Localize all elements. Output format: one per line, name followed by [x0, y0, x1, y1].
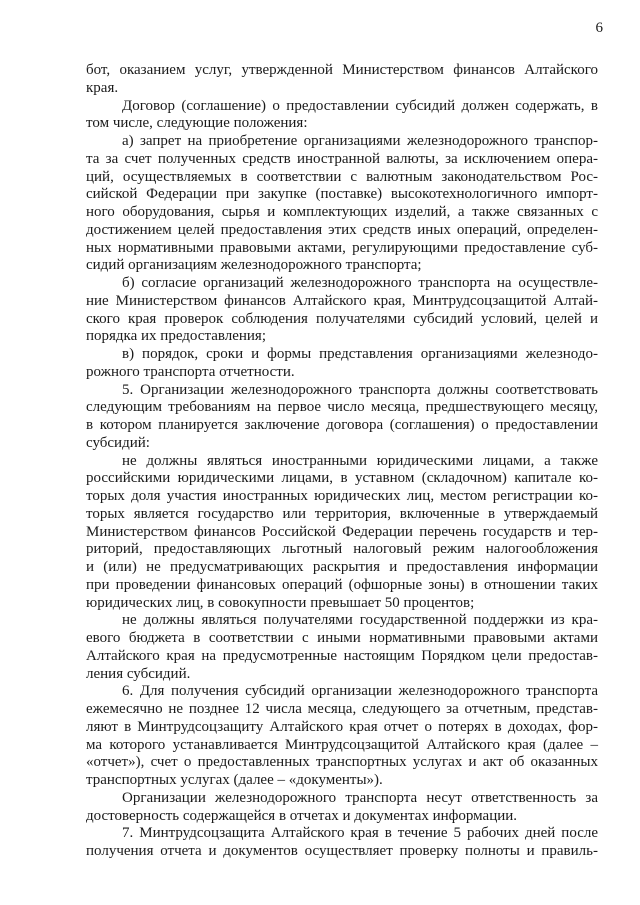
text-line: 5. Организации железнодорожного транспорта должны соответствовать — [122, 381, 598, 398]
text-line: торых является государство или территория, включенные в утверждаемый — [86, 505, 598, 522]
text-line: получения отчета и документов осуществляет проверку полноты и правиль- — [86, 843, 598, 859]
text-line: том числе, следующие положения: — [86, 115, 308, 132]
text-line: ма которого устанавливается Минтрудсоцзащитой Алтайского края (далее – — [86, 736, 598, 753]
text-line: российскими юридическими лицами, в уставном (складочном) капитале ко- — [86, 470, 598, 487]
text-line: торых доля участия иностранных юридических лиц, местом регистрации ко- — [86, 488, 598, 504]
text-line: бот, оказанием услуг, утвержденной Министерством финансов Алтайского — [86, 62, 598, 78]
text-line: Министерством финансов Российской Федерации перечень государств и тер- — [86, 523, 598, 540]
text-line: Организации железнодорожного транспорта несут ответственность за — [122, 789, 598, 806]
text-line: транспортных услугах (далее – «документы»). — [86, 772, 383, 788]
text-line: евого бюджета в соответствии с иными нормативными правовыми актами — [86, 630, 598, 646]
text-line: и (или) не предусматривающих раскрытия и предоставления информации — [86, 559, 598, 575]
text-line: юридических лиц, в совокупности превышает 50 процентов; — [86, 594, 475, 611]
text-line: субсидий: — [86, 434, 150, 451]
text-line: при проведении финансовых операций (офшорные зоны) в отношении таких — [86, 576, 598, 593]
text-line: 7. Минтрудсоцзащита Алтайского края в течение 5 рабочих дней после — [122, 825, 598, 842]
text-line: та за счет полученных средств иностранной валюты, за исключением опера- — [86, 150, 598, 167]
text-line: сидий организациям железнодорожного транспорта; — [86, 257, 422, 274]
text-line: ций, осуществляемых в соответствии с валютным законодательством Рос- — [86, 168, 598, 185]
text-line: не должны являться иностранными юридическими лицами, а также — [122, 452, 598, 469]
text-line: в котором планируется заключение договора (соглашения) о предоставлении — [86, 417, 598, 433]
text-line: не должны являться получателями государственной поддержки из кра- — [122, 612, 598, 629]
text-line: сийской Федерации при закупке (поставке) высокотехнологичного импорт- — [86, 186, 598, 203]
text-line: достижением целей предоставления этих средств иных операций, определен- — [86, 221, 598, 238]
document-body — [86, 62, 598, 861]
text-line: края. — [86, 79, 119, 96]
text-line: а) запрет на приобретение организациями железнодорожного транспор- — [122, 133, 598, 149]
text-line: Договор (соглашение) о предоставлении субсидий должен содержать, в — [122, 97, 598, 114]
text-line: ного оборудования, сырья и комплектующих изделий, а также связанных с — [86, 204, 598, 220]
text-line: ных нормативными правовыми актами, регулирующими предоставление суб- — [86, 239, 598, 256]
text-line: ние Министерством финансов Алтайского края, Минтрудсоцзащитой Алтай- — [86, 292, 598, 309]
text-line: в) порядок, сроки и формы представления организациями железнодо- — [122, 346, 598, 362]
text-line: риторий, предоставляющих льготный налоговый режим налогообложения — [86, 541, 598, 558]
text-line: следующим требованиям на первое число месяца, предшествующего месяцу, — [86, 399, 598, 416]
text-line: ляют в Минтрудсоцзащиту Алтайского края отчет о потерях в доходах, фор- — [86, 718, 598, 735]
text-line: ления субсидий. — [86, 665, 191, 682]
text-line: Алтайского края на предусмотренные настоящим Порядком цели предостав- — [86, 647, 598, 664]
text-line: рожного транспорта отчетности. — [86, 363, 295, 380]
text-line: ежемесячно не позднее 12 числа месяца, следующего за отчетным, представ- — [86, 701, 598, 717]
page-number: 6 — [595, 20, 603, 36]
text-line: ского края проверок соблюдения получателями субсидий условий, целей и — [86, 310, 598, 327]
text-line: «отчет»), счет о предоставленных транспортных услугах и акт об оказанных — [86, 754, 598, 771]
text-line: порядка их предоставления; — [86, 328, 266, 345]
text-line: достоверность содержащейся в отчетах и документах информации. — [86, 807, 518, 824]
text-line: б) согласие организаций железнодорожного транспорта на осуществле- — [122, 275, 598, 291]
text-line: 6. Для получения субсидий организации железнодорожного транспорта — [122, 683, 598, 700]
